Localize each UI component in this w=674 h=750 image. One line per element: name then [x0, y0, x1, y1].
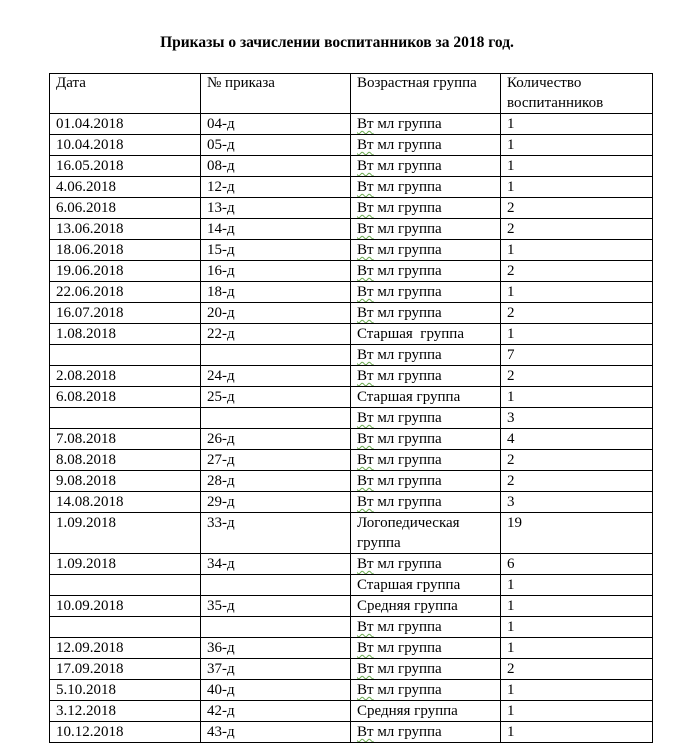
cell-age-group — [351, 659, 501, 680]
cell-order-number: 16-д — [201, 261, 351, 282]
group-abbreviation: Вт — [357, 452, 374, 468]
cell-age-group — [351, 471, 501, 492]
table-row — [50, 450, 653, 471]
table-row — [50, 554, 653, 575]
table-row — [50, 282, 653, 303]
group-abbreviation: Вт — [357, 410, 374, 426]
group-name: мл группа — [373, 431, 442, 447]
cell-date: 17.09.2018 — [50, 659, 201, 680]
cell-age-group — [351, 638, 501, 659]
cell-order-number: 43-д — [201, 722, 351, 743]
group-abbreviation: Вт — [357, 368, 374, 384]
group-name: Логопедическая группа — [357, 515, 464, 551]
table-row — [50, 471, 653, 492]
cell-date — [50, 345, 201, 366]
cell-age-group — [351, 114, 501, 135]
table-row — [50, 429, 653, 450]
table-row — [50, 156, 653, 177]
cell-age-group — [351, 429, 501, 450]
document-title: Приказы о зачислении воспитанников за 2018 год. — [160, 34, 514, 51]
table-row — [50, 596, 653, 617]
header-age-group: Возрастная группа — [351, 74, 501, 114]
cell-pupil-count: 7 — [501, 345, 653, 366]
group-name: мл группа — [373, 200, 442, 216]
cell-order-number: 12-д — [201, 177, 351, 198]
cell-date: 01.04.2018 — [50, 114, 201, 135]
cell-order-number: 27-д — [201, 450, 351, 471]
group-name: мл группа — [373, 137, 442, 153]
cell-order-number: 18-д — [201, 282, 351, 303]
cell-date: 13.06.2018 — [50, 219, 201, 240]
group-abbreviation: Вт — [357, 724, 374, 740]
cell-age-group — [351, 282, 501, 303]
cell-date: 1.09.2018 — [50, 513, 201, 554]
cell-order-number: 15-д — [201, 240, 351, 261]
cell-pupil-count: 2 — [501, 261, 653, 282]
cell-date — [50, 617, 201, 638]
cell-age-group — [351, 722, 501, 743]
cell-date: 3.12.2018 — [50, 701, 201, 722]
cell-age-group — [351, 408, 501, 429]
table-row — [50, 177, 653, 198]
cell-date — [50, 575, 201, 596]
table-row — [50, 513, 653, 554]
table-row — [50, 408, 653, 429]
table-row — [50, 240, 653, 261]
table-row — [50, 387, 653, 408]
table-row — [50, 135, 653, 156]
group-abbreviation: Вт — [357, 179, 374, 195]
group-name: Средняя группа — [357, 598, 458, 614]
cell-date: 7.08.2018 — [50, 429, 201, 450]
cell-age-group — [351, 575, 501, 596]
cell-order-number — [201, 345, 351, 366]
cell-order-number: 42-д — [201, 701, 351, 722]
table-row — [50, 722, 653, 743]
header-pupil-count: Количество воспитанников — [501, 74, 653, 114]
cell-age-group — [351, 219, 501, 240]
cell-pupil-count: 6 — [501, 554, 653, 575]
group-name: мл группа — [373, 347, 442, 363]
cell-order-number: 08-д — [201, 156, 351, 177]
group-name: мл группа — [373, 619, 442, 635]
group-name: мл группа — [373, 452, 442, 468]
group-abbreviation: Вт — [357, 263, 374, 279]
group-name: мл группа — [373, 179, 442, 195]
cell-date: 14.08.2018 — [50, 492, 201, 513]
group-name: мл группа — [373, 305, 442, 321]
group-name: мл группа — [373, 242, 442, 258]
table-row — [50, 114, 653, 135]
cell-order-number: 35-д — [201, 596, 351, 617]
cell-order-number: 04-д — [201, 114, 351, 135]
cell-pupil-count: 19 — [501, 513, 653, 554]
table-row — [50, 701, 653, 722]
cell-pupil-count: 1 — [501, 240, 653, 261]
cell-order-number: 28-д — [201, 471, 351, 492]
cell-pupil-count: 2 — [501, 471, 653, 492]
table-row — [50, 198, 653, 219]
cell-pupil-count: 1 — [501, 114, 653, 135]
group-name: мл группа — [373, 661, 442, 677]
table-row — [50, 303, 653, 324]
cell-pupil-count: 1 — [501, 680, 653, 701]
cell-age-group — [351, 345, 501, 366]
cell-age-group — [351, 450, 501, 471]
cell-date: 22.06.2018 — [50, 282, 201, 303]
cell-date: 10.09.2018 — [50, 596, 201, 617]
header-order-number: № приказа — [201, 74, 351, 114]
cell-pupil-count: 4 — [501, 429, 653, 450]
cell-order-number — [201, 575, 351, 596]
cell-age-group — [351, 387, 501, 408]
cell-order-number: 36-д — [201, 638, 351, 659]
cell-pupil-count: 1 — [501, 617, 653, 638]
cell-age-group — [351, 135, 501, 156]
table-row — [50, 492, 653, 513]
cell-pupil-count: 1 — [501, 282, 653, 303]
cell-date: 8.08.2018 — [50, 450, 201, 471]
cell-age-group — [351, 513, 501, 554]
group-name: мл группа — [373, 368, 442, 384]
group-abbreviation: Вт — [357, 431, 374, 447]
group-abbreviation: Вт — [357, 661, 374, 677]
cell-pupil-count: 1 — [501, 387, 653, 408]
group-abbreviation: Вт — [357, 556, 374, 572]
cell-date: 6.08.2018 — [50, 387, 201, 408]
cell-date: 10.12.2018 — [50, 722, 201, 743]
group-abbreviation: Вт — [357, 284, 374, 300]
cell-order-number: 05-д — [201, 135, 351, 156]
cell-age-group — [351, 492, 501, 513]
cell-age-group — [351, 240, 501, 261]
table-header-row — [50, 74, 653, 114]
group-name: мл группа — [373, 640, 442, 656]
table-row — [50, 219, 653, 240]
cell-date — [50, 408, 201, 429]
cell-order-number: 25-д — [201, 387, 351, 408]
table-row — [50, 366, 653, 387]
group-name: мл группа — [373, 556, 442, 572]
group-abbreviation: Вт — [357, 116, 374, 132]
group-name: мл группа — [373, 284, 442, 300]
cell-date: 16.07.2018 — [50, 303, 201, 324]
group-abbreviation: Вт — [357, 200, 374, 216]
group-name: Старшая группа — [357, 389, 461, 405]
cell-age-group — [351, 177, 501, 198]
cell-age-group — [351, 366, 501, 387]
group-name: мл группа — [373, 494, 442, 510]
group-name: мл группа — [373, 724, 442, 740]
cell-pupil-count: 1 — [501, 722, 653, 743]
group-abbreviation: Вт — [357, 158, 374, 174]
cell-pupil-count: 2 — [501, 219, 653, 240]
cell-order-number: 26-д — [201, 429, 351, 450]
group-abbreviation: Вт — [357, 221, 374, 237]
cell-order-number: 33-д — [201, 513, 351, 554]
cell-date: 2.08.2018 — [50, 366, 201, 387]
header-date: Дата — [50, 74, 201, 114]
cell-pupil-count: 3 — [501, 492, 653, 513]
group-name: мл группа — [373, 473, 442, 489]
cell-pupil-count: 1 — [501, 156, 653, 177]
group-abbreviation: Вт — [357, 494, 374, 510]
cell-age-group — [351, 701, 501, 722]
cell-age-group — [351, 198, 501, 219]
cell-date: 12.09.2018 — [50, 638, 201, 659]
cell-date: 1.08.2018 — [50, 324, 201, 345]
cell-pupil-count: 1 — [501, 324, 653, 345]
cell-age-group — [351, 554, 501, 575]
cell-date: 9.08.2018 — [50, 471, 201, 492]
cell-date: 4.06.2018 — [50, 177, 201, 198]
table-row — [50, 575, 653, 596]
cell-age-group — [351, 680, 501, 701]
group-abbreviation: Вт — [357, 473, 374, 489]
group-name: мл группа — [373, 221, 442, 237]
cell-pupil-count: 2 — [501, 198, 653, 219]
cell-age-group — [351, 156, 501, 177]
table-row — [50, 345, 653, 366]
cell-date: 19.06.2018 — [50, 261, 201, 282]
cell-pupil-count: 2 — [501, 366, 653, 387]
cell-date: 16.05.2018 — [50, 156, 201, 177]
cell-date: 1.09.2018 — [50, 554, 201, 575]
cell-order-number: 22-д — [201, 324, 351, 345]
group-abbreviation: Вт — [357, 242, 374, 258]
cell-pupil-count: 3 — [501, 408, 653, 429]
cell-pupil-count: 2 — [501, 303, 653, 324]
group-abbreviation: Вт — [357, 619, 374, 635]
cell-age-group — [351, 617, 501, 638]
table-row — [50, 261, 653, 282]
cell-pupil-count: 1 — [501, 177, 653, 198]
cell-age-group — [351, 324, 501, 345]
table-row — [50, 324, 653, 345]
cell-pupil-count: 1 — [501, 135, 653, 156]
cell-order-number — [201, 617, 351, 638]
cell-date: 10.04.2018 — [50, 135, 201, 156]
cell-pupil-count: 1 — [501, 575, 653, 596]
cell-pupil-count: 1 — [501, 701, 653, 722]
table-body — [50, 114, 653, 743]
group-name: Старшая группа — [357, 577, 461, 593]
cell-order-number: 34-д — [201, 554, 351, 575]
cell-age-group — [351, 261, 501, 282]
cell-order-number: 40-д — [201, 680, 351, 701]
cell-pupil-count: 1 — [501, 638, 653, 659]
group-name: мл группа — [373, 158, 442, 174]
group-name: мл группа — [373, 263, 442, 279]
cell-order-number — [201, 408, 351, 429]
table-row — [50, 617, 653, 638]
group-name: мл группа — [373, 410, 442, 426]
cell-order-number: 13-д — [201, 198, 351, 219]
group-name: Средняя группа — [357, 703, 458, 719]
cell-date: 18.06.2018 — [50, 240, 201, 261]
cell-pupil-count: 1 — [501, 596, 653, 617]
cell-pupil-count: 2 — [501, 659, 653, 680]
enrollment-orders-table — [49, 73, 653, 743]
group-abbreviation: Вт — [357, 347, 374, 363]
group-name: мл группа — [373, 682, 442, 698]
cell-order-number: 24-д — [201, 366, 351, 387]
cell-age-group — [351, 303, 501, 324]
cell-pupil-count: 2 — [501, 450, 653, 471]
cell-order-number: 14-д — [201, 219, 351, 240]
cell-date: 6.06.2018 — [50, 198, 201, 219]
cell-date: 5.10.2018 — [50, 680, 201, 701]
group-abbreviation: Вт — [357, 682, 374, 698]
cell-age-group — [351, 596, 501, 617]
group-name: мл группа — [373, 116, 442, 132]
cell-order-number: 37-д — [201, 659, 351, 680]
table-row — [50, 638, 653, 659]
group-name: Старшая группа — [357, 326, 464, 342]
cell-order-number: 29-д — [201, 492, 351, 513]
table-row — [50, 680, 653, 701]
table-row — [50, 659, 653, 680]
group-abbreviation: Вт — [357, 640, 374, 656]
group-abbreviation: Вт — [357, 137, 374, 153]
group-abbreviation: Вт — [357, 305, 374, 321]
cell-order-number: 20-д — [201, 303, 351, 324]
